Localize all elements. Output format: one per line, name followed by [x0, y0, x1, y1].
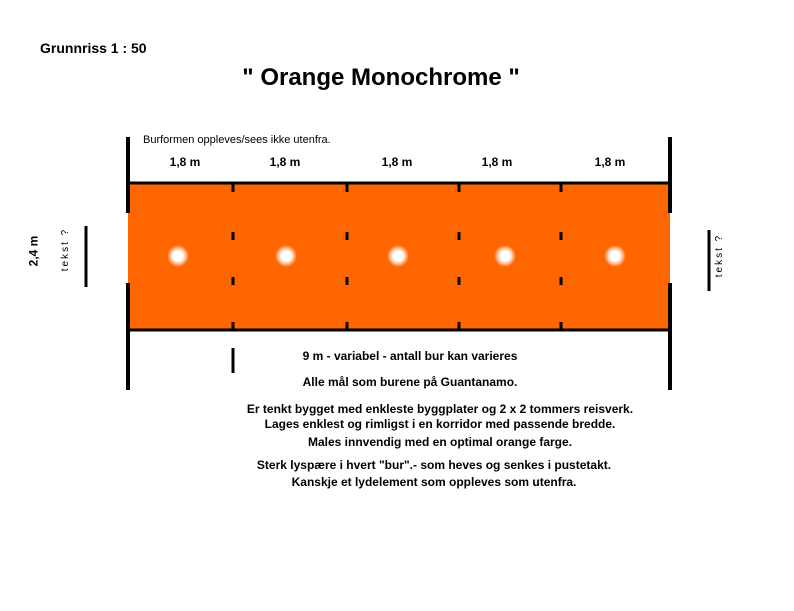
light-bulb-icon	[387, 245, 409, 267]
side-text-right: tekst ?	[714, 233, 726, 278]
cell-width-3: 1,8 m	[381, 155, 413, 169]
cell-width-1: 1,8 m	[169, 155, 201, 169]
cell-width-2: 1,8 m	[269, 155, 301, 169]
height-label: 2,4 m	[26, 235, 41, 267]
description-line-3: Lages enklest og rimligst i en korridor med passende bredde.	[264, 417, 616, 431]
description-line-1: Alle mål som burene på Guantanamo.	[302, 375, 518, 389]
scale-label: Grunnriss 1 : 50	[40, 40, 147, 56]
cell-width-5: 1,8 m	[594, 155, 626, 169]
cell-width-4: 1,8 m	[481, 155, 513, 169]
description-line-4: Males innvendig med en optimal orange farge.	[307, 435, 573, 449]
light-bulb-icon	[275, 245, 297, 267]
length-label: 9 m - variabel - antall bur kan varieres	[302, 349, 518, 363]
description-line-6: Kanskje et lydelement som oppleves som utenfra.	[291, 475, 577, 489]
diagram-title: " Orange Monochrome "	[242, 64, 520, 91]
description-line-5: Sterk lyspære i hvert "bur".- som heves og senkes i pustetakt.	[256, 458, 612, 472]
light-bulb-icon	[604, 245, 626, 267]
visibility-note: Burformen oppleves/sees ikke utenfra.	[143, 134, 331, 146]
light-bulb-icon	[494, 245, 516, 267]
side-text-left: tekst ?	[60, 227, 72, 272]
description-line-2: Er tenkt bygget med enkleste byggplater og 2 x 2 tommers reisverk.	[246, 402, 634, 416]
light-bulb-icon	[167, 245, 189, 267]
